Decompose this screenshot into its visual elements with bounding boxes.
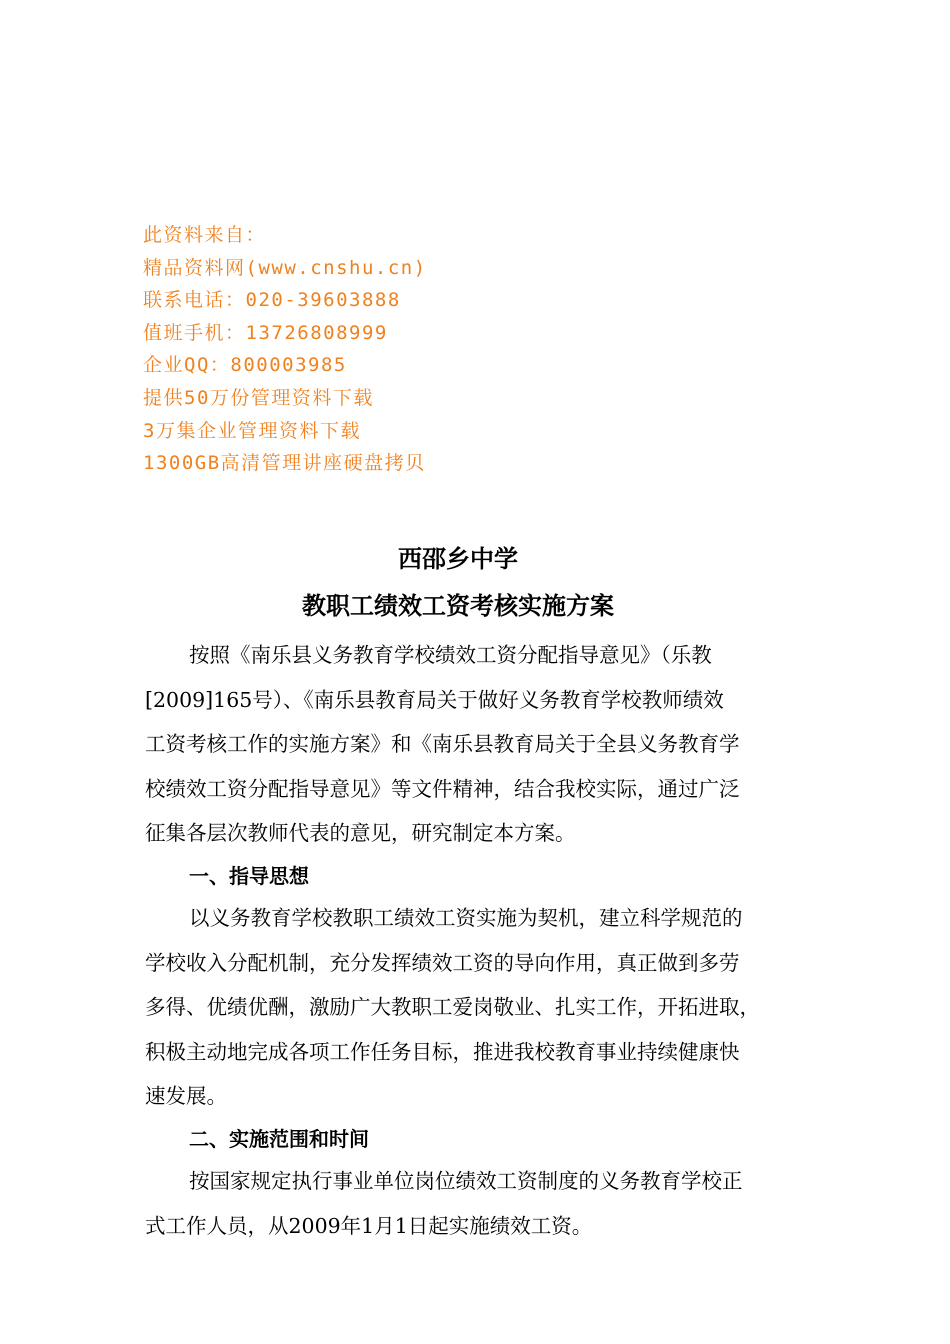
section-paragraph-line: 积极主动地完成各项工作任务目标，推进我校教育事业持续健康快 (145, 1039, 740, 1064)
source-notice-line: 提供50万份管理资料下载 (143, 386, 374, 409)
section-paragraph-line: 学校收入分配机制，充分发挥绩效工资的导向作用，真正做到多劳 (145, 950, 740, 975)
section-paragraph-line: 式工作人员，从2009年1月1日起实施绩效工资。 (145, 1213, 593, 1238)
source-notice-line: 此资料来自： (143, 224, 267, 246)
section-paragraph-line: 速发展。 (145, 1084, 227, 1109)
source-notice-line: 企业QQ：800003985 (143, 354, 347, 377)
source-notice-line: 精品资料网(www.cnshu.cn) (143, 256, 427, 279)
intro-paragraph-line: 工资考核工作的实施方案》和《南乐县教育局关于全县义务教育学 (145, 732, 740, 757)
section-heading: 一、指导思想 (189, 863, 309, 888)
section-paragraph-line: 多得、优绩优酬，激励广大教职工爱岗敬业、扎实工作，开拓进取， (145, 995, 760, 1020)
intro-paragraph-line: 校绩效工资分配指导意见》等文件精神，结合我校实际，通过广泛 (145, 776, 740, 801)
source-notice (143, 219, 643, 480)
document-title: 教职工绩效工资考核实施方案 (302, 592, 614, 620)
school-title: 西邵乡中学 (398, 545, 518, 573)
section-heading: 二、实施范围和时间 (189, 1126, 369, 1151)
source-notice-line: 1300GB高清管理讲座硬盘拷贝 (143, 452, 426, 475)
document-body (145, 633, 805, 1248)
section-paragraph-line: 按国家规定执行事业单位岗位绩效工资制度的义务教育学校正 (189, 1168, 743, 1193)
source-notice-line: 值班手机：13726808999 (143, 321, 388, 344)
source-notice-line: 联系电话：020-39603888 (143, 289, 401, 312)
section-paragraph-line: 以义务教育学校教职工绩效工资实施为契机，建立科学规范的 (189, 905, 743, 930)
intro-paragraph-line: [2009]165号）、《南乐县教育局关于做好义务教育学校教师绩效 (145, 687, 724, 712)
intro-paragraph-line: 按照《南乐县义务教育学校绩效工资分配指导意见》（乐教 (189, 643, 712, 667)
intro-paragraph-line: 征集各层次教师代表的意见，研究制定本方案。 (145, 821, 576, 846)
source-notice-line: 3万集企业管理资料下载 (143, 419, 361, 442)
